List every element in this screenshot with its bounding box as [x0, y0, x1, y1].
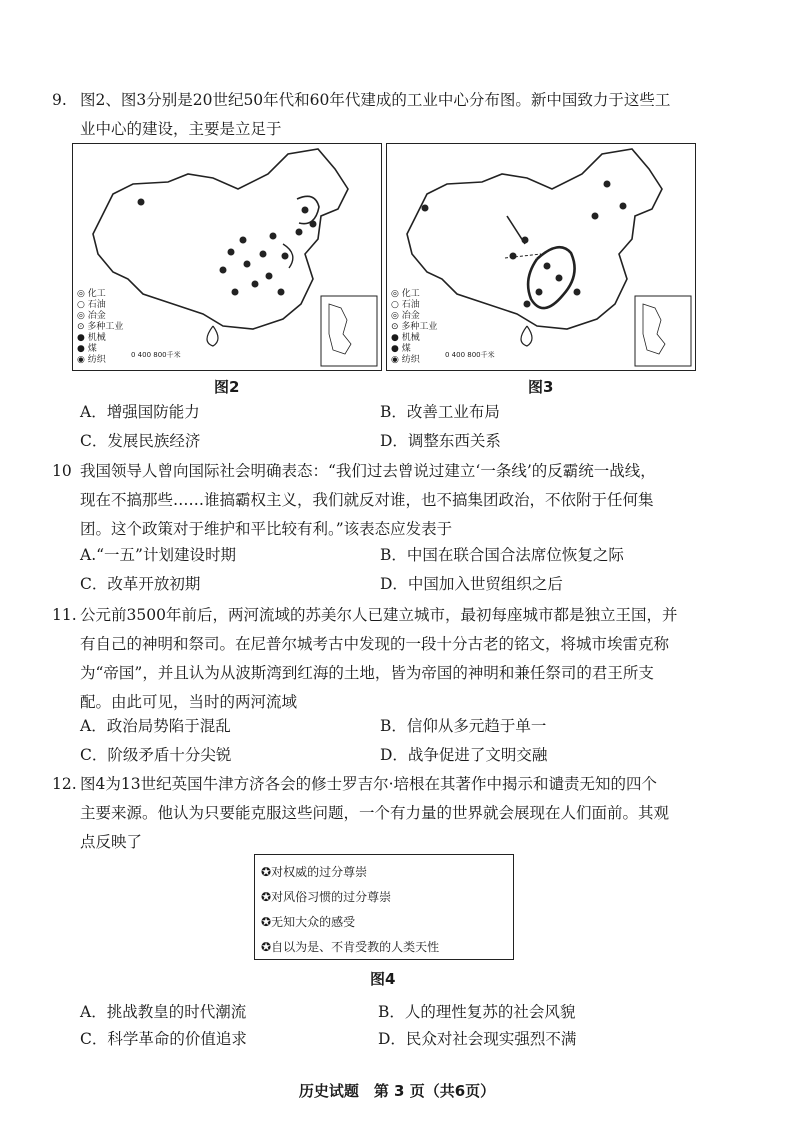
question-11 [52, 601, 752, 717]
legend-item: ◎ 冶金 [77, 311, 106, 321]
figure-3-caption: 图3 [528, 378, 554, 396]
legend-item: ○ 石油 [391, 300, 420, 310]
option-d[interactable]: D．中国加入世贸组织之后 [380, 575, 563, 593]
legend-item: ◎ 化工 [391, 289, 420, 299]
legend-item: ● 煤 [77, 344, 97, 354]
option-c[interactable]: C．改革开放初期 [80, 575, 201, 593]
option-a[interactable]: A．挑战教皇的时代潮流 [80, 1003, 247, 1021]
question-10 [52, 457, 752, 544]
option-d[interactable]: D．战争促进了文明交融 [380, 746, 548, 764]
question-stem-line: 图2、图3分别是20世纪50年代和60年代建成的工业中心分布图。新中国致力于这些工 [80, 91, 671, 109]
legend-item: ⊙ 多种工业 [77, 322, 124, 332]
legend-item: ● 机械 [77, 333, 106, 343]
question-stem-line: 配。由此可见，当时的两河流域 [80, 693, 298, 711]
option-c[interactable]: C．阶级矛盾十分尖锐 [80, 746, 232, 764]
map-scale: 0 400 800千米 [445, 351, 495, 359]
question-stem-line: 现在不搞那些……谁搞霸权主义，我们就反对谁，也不搞集团政治，不依附于任何集 [80, 491, 654, 509]
box-item: ✪对风俗习惯的过分尊崇 [261, 890, 392, 904]
option-a[interactable]: A．增强国防能力 [80, 403, 200, 421]
question-stem-line: 有自己的神明和祭司。在尼普尔城考古中发现的一段十分古老的铭文，将城市埃雷克称 [80, 635, 670, 653]
option-b[interactable]: B．信仰从多元趋于单一 [380, 717, 547, 735]
question-stem-line: 为“帝国”，并且认为从波斯湾到红海的土地，皆为帝国的神明和兼任祭司的君王所支 [80, 664, 654, 682]
option-c[interactable]: C．发展民族经济 [80, 432, 201, 450]
option-b[interactable]: B．人的理性复苏的社会风貌 [378, 1003, 576, 1021]
legend-item: ⊙ 多种工业 [391, 322, 438, 332]
legend-item: ○ 石油 [77, 300, 106, 310]
legend-item: ◎ 冶金 [391, 311, 420, 321]
legend-item: ● 机械 [391, 333, 420, 343]
figure-4-caption: 图4 [370, 970, 396, 988]
option-a[interactable]: A.“一五”计划建设时期 [80, 546, 236, 564]
map-legend [391, 289, 437, 366]
box-item: ✪无知大众的感受 [261, 915, 356, 929]
map-figure-3 [386, 143, 696, 371]
question-stem-line: 点反映了 [80, 833, 143, 851]
map-legend [77, 289, 123, 366]
question-stem-line: 公元前3500年前后，两河流域的苏美尔人已建立城市，最初每座城市都是独立王国，并 [80, 606, 678, 624]
option-c[interactable]: C．科学革命的价值追求 [80, 1030, 247, 1048]
question-number: 9. [52, 91, 67, 109]
question-stem-line: 我国领导人曾向国际社会明确表态：“我们过去曾说过建立‘一条线’的反霸统一战线， [80, 462, 656, 480]
industry-maps [72, 143, 692, 371]
question-number: 10 [52, 462, 72, 480]
option-a[interactable]: A．政治局势陷于混乱 [80, 717, 231, 735]
legend-item: ◎ 化工 [77, 289, 106, 299]
page-footer: 历史试题 第 3 页（共6页） [298, 1082, 496, 1100]
map-figure-2 [72, 143, 382, 371]
question-9 [52, 86, 752, 144]
question-stem-line: 图4为13世纪英国牛津方济各会的修士罗吉尔·培根在其著作中揭示和谴责无知的四个 [80, 775, 658, 793]
option-d[interactable]: D．民众对社会现实强烈不满 [378, 1030, 577, 1048]
box-item: ✪对权威的过分尊崇 [261, 865, 368, 879]
option-b[interactable]: B．中国在联合国合法席位恢复之际 [380, 546, 624, 564]
map-scale: 0 400 800千米 [131, 351, 181, 359]
question-stem-line: 主要来源。他认为只要能克服这些问题，一个有力量的世界就会展现在人们面前。其观 [80, 804, 670, 822]
legend-item: ● 煤 [391, 344, 411, 354]
figure-2-caption: 图2 [214, 378, 240, 396]
box-item: ✪自以为是、不肯受教的人类天性 [261, 940, 440, 954]
question-stem-line: 业中心的建设，主要是立足于 [80, 120, 282, 138]
legend-item: ◉ 纺织 [77, 355, 106, 365]
question-12 [52, 770, 752, 857]
option-d[interactable]: D．调整东西关系 [380, 432, 501, 450]
question-number: 11. [52, 606, 77, 624]
option-b[interactable]: B．改善工业布局 [380, 403, 500, 421]
question-stem-line: 团。这个政策对于维护和平比较有利。”该表态应发表于 [80, 520, 453, 538]
question-number: 12. [52, 775, 77, 793]
figure-4-box [254, 854, 514, 960]
legend-item: ◉ 纺织 [391, 355, 420, 365]
